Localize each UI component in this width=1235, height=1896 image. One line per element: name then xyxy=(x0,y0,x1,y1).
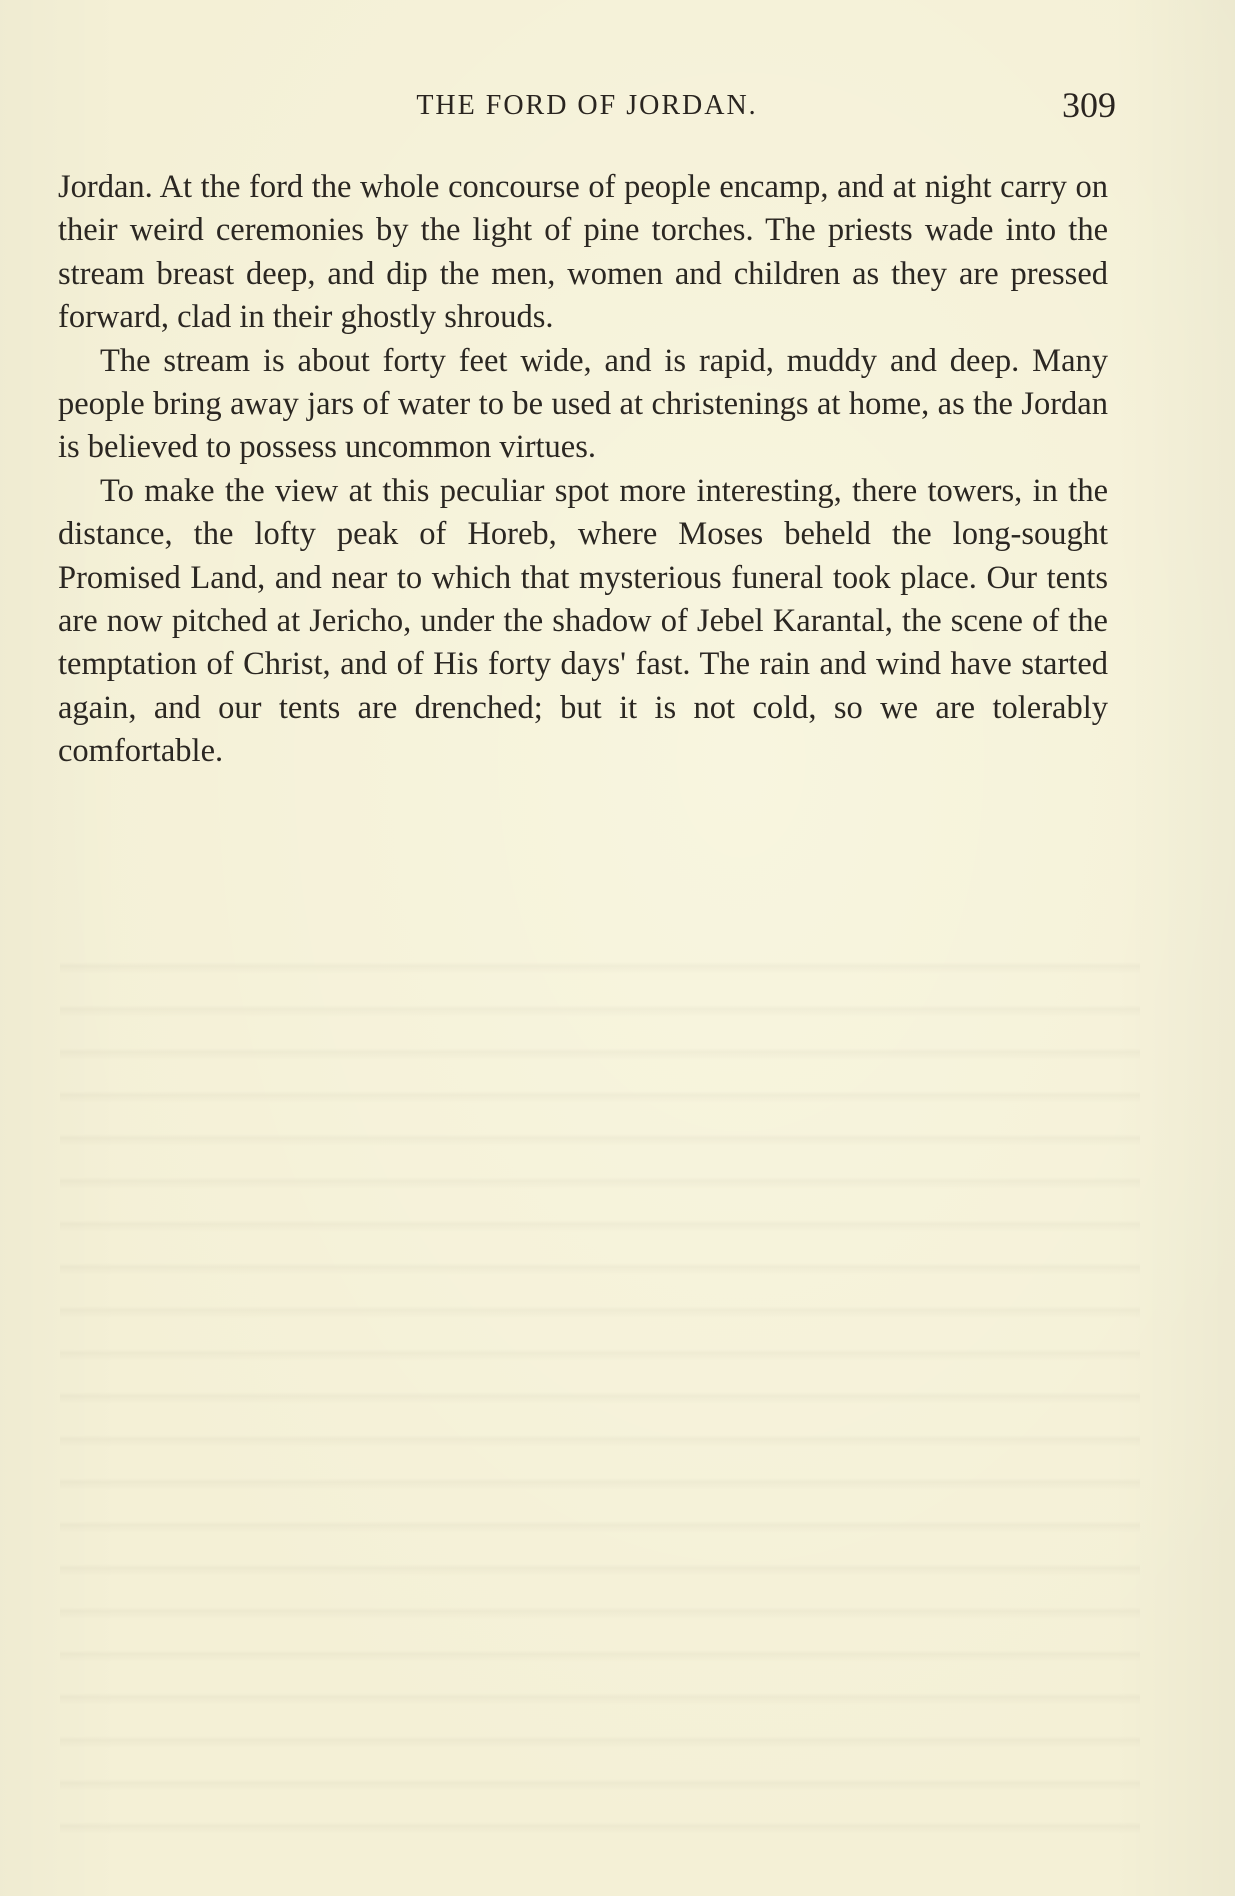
chapter-heading: THE FORD OF JORDAN. xyxy=(416,90,758,121)
paragraph: The stream is about forty feet wide, and is rapid, muddy and deep. Many people bring away jars of water to be used at christenings at home, as the Jordan is believed to possess uncommon virtues. xyxy=(58,342,1108,466)
body-text xyxy=(58,166,1108,774)
paragraph: Jordan. At the ford the whole concourse of people encamp, and at night carry on their weird ceremonies by the light of pine torches. The priests wade into the stream breast deep, and dip the men, women and children as they are pressed forward, clad in their ghostly shrouds. xyxy=(58,169,1108,336)
page-number: 309 xyxy=(1062,85,1116,125)
paragraph: To make the view at this peculiar spot more interesting, there towers, in the distance, the lofty peak of Horeb, where Moses beheld the long-sought Promised Land, and near to which that mysterious funeral took place. Our tents are now pitched at Jericho, under the shadow of Jebel Karantal, the scene of the temptation of Christ, and of His forty days' fast. The rain and wind have started again, and our tents are drenched; but it is not cold, so we are tolerably comfortable. xyxy=(58,472,1108,770)
show-through-texture xyxy=(60,940,1140,1840)
running-head xyxy=(58,85,1116,130)
